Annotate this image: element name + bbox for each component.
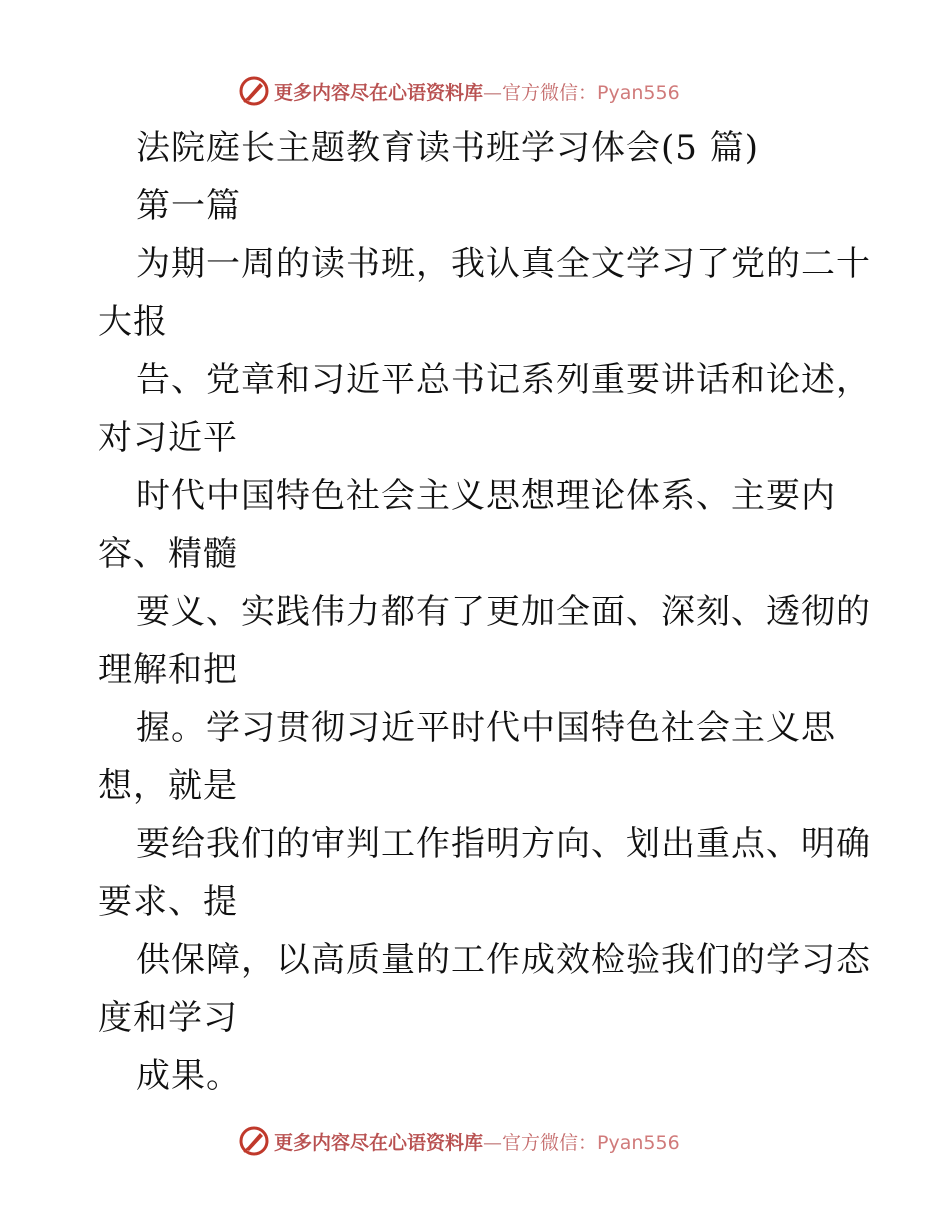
paragraph-line: 成果。 bbox=[136, 1056, 241, 1096]
footer-watermark bbox=[238, 1124, 680, 1158]
paragraph-line: 理解和把 bbox=[98, 650, 238, 690]
watermark-separator: — bbox=[483, 81, 503, 104]
paragraph-line: 对习近平 bbox=[98, 418, 238, 458]
paragraph-line: 供保障，以高质量的工作成效检验我们的学习态 bbox=[136, 940, 871, 980]
watermark-id: Pyan556 bbox=[597, 81, 680, 104]
section-heading: 第一篇 bbox=[136, 186, 241, 226]
paragraph-line: 容、精髓 bbox=[98, 534, 238, 574]
watermark-separator: — bbox=[483, 1131, 503, 1154]
quill-logo-icon bbox=[238, 1125, 270, 1157]
paragraph-line: 要义、实践伟力都有了更加全面、深刻、透彻的 bbox=[136, 592, 871, 632]
paragraph-line: 告、党章和习近平总书记系列重要讲话和论述， bbox=[136, 360, 871, 400]
document-title: 法院庭长主题教育读书班学习体会(5 篇) bbox=[136, 128, 759, 168]
paragraph-line: 要给我们的审判工作指明方向、划出重点、明确 bbox=[136, 824, 871, 864]
paragraph-line: 握。学习贯彻习近平时代中国特色社会主义思 bbox=[136, 708, 836, 748]
paragraph-line: 想，就是 bbox=[98, 766, 238, 806]
watermark-id: Pyan556 bbox=[597, 1131, 680, 1154]
paragraph-line: 要求、提 bbox=[98, 882, 238, 922]
watermark-suffix: 官方微信： bbox=[502, 81, 598, 104]
watermark-text bbox=[274, 1128, 680, 1155]
watermark-suffix: 官方微信： bbox=[502, 1131, 598, 1154]
quill-logo-icon bbox=[238, 75, 270, 107]
header-watermark bbox=[238, 74, 680, 108]
paragraph-line: 度和学习 bbox=[98, 998, 238, 1038]
watermark-main: 更多内容尽在心语资料库 bbox=[274, 81, 484, 104]
paragraph-line: 大报 bbox=[98, 302, 168, 342]
watermark-main: 更多内容尽在心语资料库 bbox=[274, 1131, 484, 1154]
watermark-text bbox=[274, 78, 680, 105]
paragraph-line: 时代中国特色社会主义思想理论体系、主要内 bbox=[136, 476, 836, 516]
paragraph-line: 为期一周的读书班，我认真全文学习了党的二十 bbox=[136, 244, 871, 284]
